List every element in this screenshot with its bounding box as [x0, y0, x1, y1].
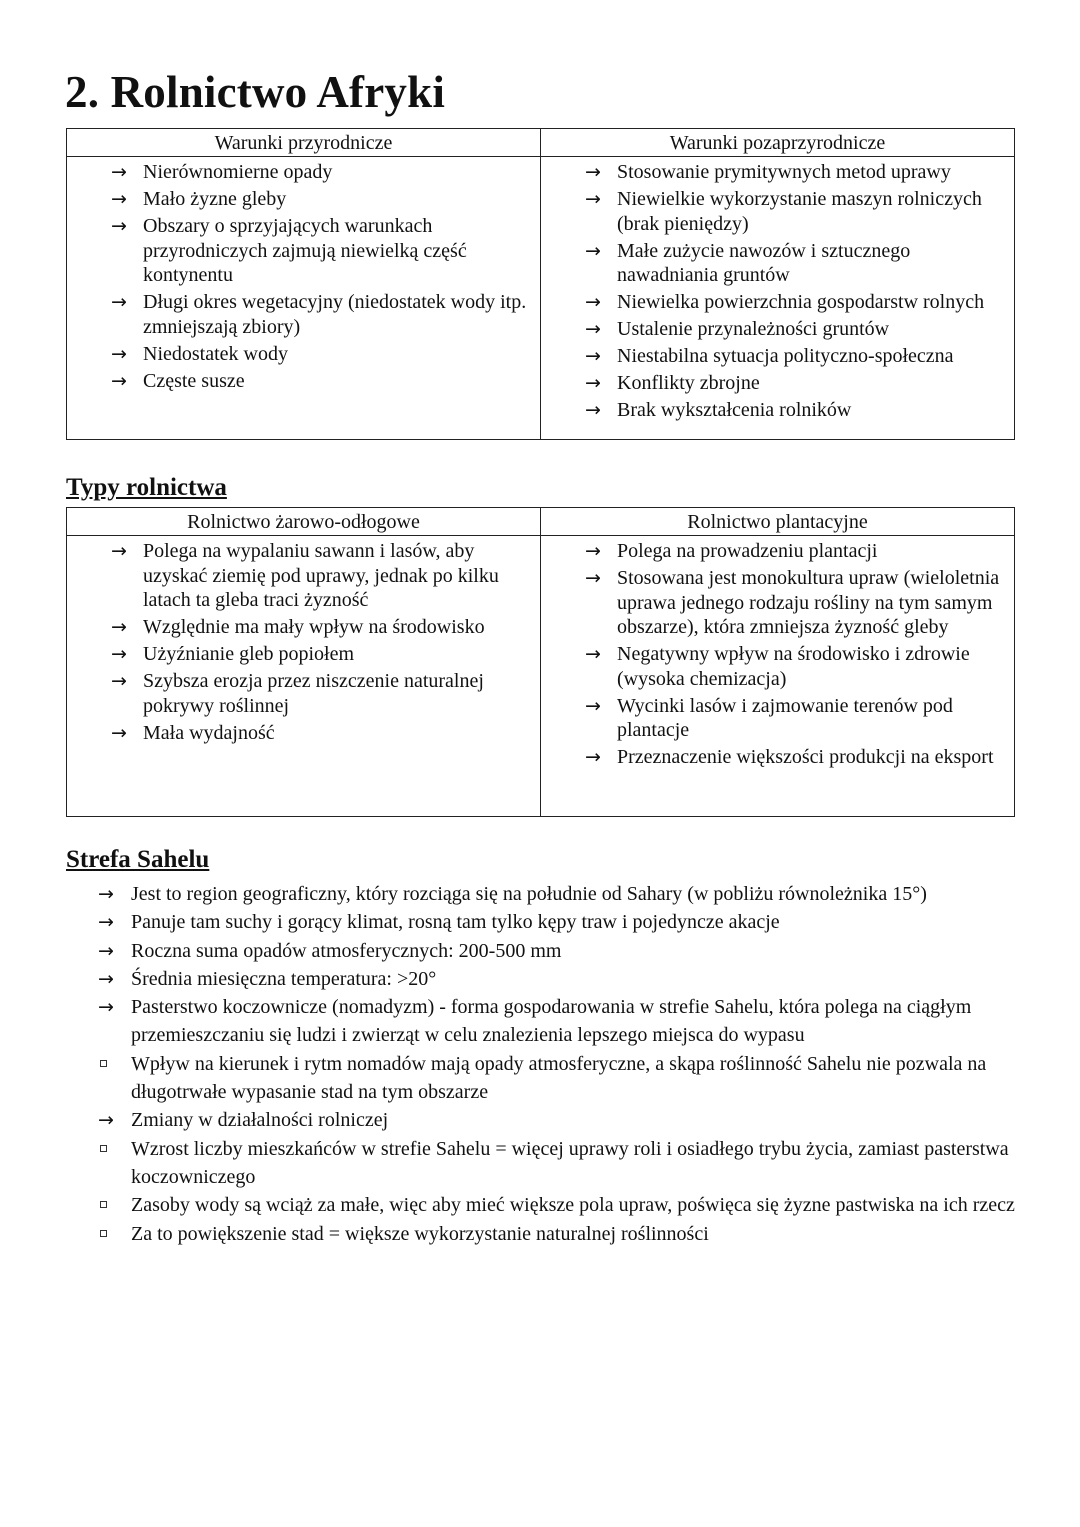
- list-item: [111, 642, 534, 667]
- conditions-table-body-row: [67, 157, 1015, 440]
- square-bullet-icon: [100, 1060, 107, 1067]
- arrow-icon: →: [98, 883, 114, 905]
- list-item: [98, 1135, 1073, 1192]
- conditions-header-natural: Warunki przyrodnicze: [67, 129, 541, 157]
- list-item: [585, 317, 1008, 342]
- list-item: [98, 1050, 1073, 1107]
- arrow-icon: →: [111, 214, 127, 237]
- arrow-icon: →: [585, 643, 601, 666]
- list-item: [585, 566, 1008, 640]
- arrow-icon: →: [585, 694, 601, 717]
- arrow-icon: →: [111, 161, 127, 183]
- list-item: [98, 937, 1073, 965]
- arrow-icon: →: [111, 643, 127, 666]
- natural-conditions-cell: [67, 157, 541, 440]
- plantation-header: Rolnictwo plantacyjne: [541, 508, 1015, 536]
- list-item-text: Pasterstwo koczownicze (nomadyzm) - forma gospodarowania w strefie Sahelu, która polega na ciągłym przemieszczaniu się ludzi i zwierząt w celu znalezienia lepszego miejsca do wypasu: [131, 996, 972, 1047]
- list-item-text: Mała wydajność: [143, 721, 275, 744]
- slash-and-burn-header: Rolnictwo żarowo-odłogowe: [67, 508, 541, 536]
- list-item-text: Zmiany w działalności rolniczej: [131, 1109, 389, 1132]
- list-item: [98, 965, 1073, 993]
- list-item-text: Małe zużycie nawozów i sztucznego nawadniania gruntów: [617, 239, 911, 287]
- types-section-title: Typy rolnictwa: [66, 474, 227, 501]
- list-item-text: Przeznaczenie większości produkcji na eksport: [617, 746, 994, 769]
- conditions-table: [66, 128, 1015, 440]
- list-item-text: Wzrost liczby mieszkańców w strefie Sahelu = więcej uprawy roli i osiadłego trybu życia, zamiast pasterstwa koczowniczego: [131, 1137, 1009, 1188]
- list-item: [98, 880, 1073, 908]
- list-item: [585, 745, 1008, 770]
- list-item: [585, 187, 1008, 236]
- list-item: [585, 694, 1008, 743]
- list-item: [111, 342, 534, 367]
- list-item: [111, 539, 534, 613]
- list-item-text: Wycinki lasów i zajmowanie terenów pod plantacje: [617, 694, 953, 742]
- arrow-icon: →: [98, 996, 114, 1019]
- arrow-icon: →: [585, 399, 601, 422]
- plantation-list: [585, 539, 1008, 770]
- arrow-icon: →: [98, 939, 114, 962]
- list-item-text: Długi okres wegetacyjny (niedostatek wody itp. zmniejszają zbiory): [143, 291, 527, 338]
- list-item: [585, 642, 1008, 691]
- list-item-text: Jest to region geograficzny, który rozciąga się na południe od Sahary (w pobliżu równoleżnika 15°): [131, 883, 927, 905]
- arrow-icon: →: [585, 239, 601, 262]
- arrow-icon: →: [585, 291, 601, 314]
- list-item-text: Brak wykształcenia rolników: [617, 399, 852, 422]
- square-bullet-icon: [100, 1145, 107, 1152]
- conditions-table-header-row: [67, 129, 1015, 157]
- arrow-icon: →: [585, 345, 601, 368]
- list-item: [98, 1191, 1073, 1219]
- list-item: [585, 539, 1008, 564]
- arrow-icon: →: [585, 540, 601, 562]
- types-table-header-row: [67, 508, 1015, 536]
- list-item-text: Niedostatek wody: [143, 342, 288, 365]
- list-item: [585, 398, 1008, 423]
- non-natural-conditions-cell: [541, 157, 1015, 440]
- list-item: [111, 721, 534, 746]
- list-item: [98, 1220, 1073, 1248]
- list-item: [585, 344, 1008, 369]
- list-item-text: Konflikty zbrojne: [617, 372, 760, 395]
- list-item: [98, 1106, 1073, 1134]
- list-item-text: Średnia miesięczna temperatura: >20°: [131, 967, 437, 990]
- list-item-text: Polega na wypalaniu sawann i lasów, aby uzyskać ziemię pod uprawy, jednak po kilku latach ta gleba traci żyzność: [143, 540, 499, 612]
- list-item: [98, 993, 1073, 1050]
- list-item: [111, 369, 534, 394]
- list-item-text: Stosowanie prymitywnych metod uprawy: [617, 161, 951, 183]
- square-bullet-icon: [100, 1201, 107, 1208]
- list-item-text: Obszary o sprzyjających warunkach przyrodniczych zajmują niewielką część kontynentu: [143, 214, 467, 287]
- arrow-icon: →: [98, 967, 114, 990]
- list-item-text: Niestabilna sytuacja polityczno-społeczna: [617, 345, 954, 368]
- natural-conditions-list: [111, 160, 534, 393]
- arrow-icon: →: [585, 372, 601, 395]
- arrow-icon: →: [98, 911, 114, 934]
- sahel-list: [98, 880, 1073, 1248]
- list-item: [111, 160, 534, 185]
- plantation-cell: [541, 536, 1015, 817]
- arrow-icon: →: [98, 1109, 114, 1132]
- arrow-icon: →: [585, 318, 601, 341]
- square-bullet-icon: [100, 1230, 107, 1237]
- list-item-text: Zasoby wody są wciąż za małe, więc aby mieć większe pola upraw, poświęca się żyzne pastwiska na ich rzecz: [131, 1194, 1015, 1217]
- list-item: [585, 371, 1008, 396]
- list-item: [98, 908, 1073, 936]
- list-item: [585, 290, 1008, 315]
- list-item-text: Ustalenie przynależności gruntów: [617, 318, 890, 341]
- conditions-header-non-natural: Warunki pozaprzyrodnicze: [541, 129, 1015, 157]
- list-item: [111, 290, 534, 339]
- list-item-text: Wpływ na kierunek i rytm nomadów mają opady atmosferyczne, a skąpa roślinność Sahelu nie pozwala na długotrwałe wypasanie stad na tym obszarze: [131, 1052, 987, 1104]
- list-item-text: Częste susze: [143, 369, 245, 392]
- sahel-section-title: Strefa Sahelu: [66, 846, 210, 873]
- list-item-text: Za to powiększenie stad = większe wykorzystanie naturalnej roślinności: [131, 1222, 709, 1245]
- arrow-icon: →: [111, 616, 127, 639]
- list-item-text: Panuje tam suchy i gorący klimat, rosną tam tylko kępy traw i pojedyncze akacje: [131, 911, 780, 934]
- list-item-text: Mało żyzne gleby: [143, 187, 287, 210]
- list-item-text: Roczna suma opadów atmosferycznych: 200-500 mm: [131, 939, 562, 962]
- list-item-text: Stosowana jest monokultura upraw (wieloletnia uprawa jednego rodzaju rośliny na tym samym obszarze), która zmniejsza żyzność gleby: [617, 566, 1000, 639]
- agriculture-types-table: [66, 507, 1015, 817]
- slash-and-burn-list: [111, 539, 534, 745]
- list-item-text: Niewielkie wykorzystanie maszyn rolniczych (brak pieniędzy): [617, 187, 982, 235]
- types-table-body-row: [67, 536, 1015, 817]
- list-item-text: Użyźnianie gleb popiołem: [143, 643, 355, 666]
- arrow-icon: →: [585, 746, 601, 769]
- list-item-text: Negatywny wpływ na środowisko i zdrowie (wysoka chemizacja): [617, 643, 970, 690]
- arrow-icon: →: [585, 187, 601, 210]
- arrow-icon: →: [111, 187, 127, 210]
- list-item-text: Niewielka powierzchnia gospodarstw rolnych: [617, 291, 985, 314]
- list-item: [111, 187, 534, 212]
- arrow-icon: →: [585, 566, 601, 589]
- list-item: [585, 239, 1008, 288]
- page-title: 2. Rolnictwo Afryki: [65, 67, 446, 117]
- list-item-text: Nierównomierne opady: [143, 161, 333, 183]
- arrow-icon: →: [111, 721, 127, 744]
- arrow-icon: →: [111, 540, 127, 562]
- list-item-text: Względnie ma mały wpływ na środowisko: [143, 616, 485, 639]
- slash-and-burn-cell: [67, 536, 541, 817]
- arrow-icon: →: [111, 369, 127, 392]
- list-item: [585, 160, 1008, 185]
- list-item: [111, 669, 534, 718]
- non-natural-conditions-list: [585, 160, 1008, 423]
- arrow-icon: →: [585, 161, 601, 183]
- list-item: [111, 615, 534, 640]
- arrow-icon: →: [111, 342, 127, 365]
- list-item-text: Polega na prowadzeniu plantacji: [617, 540, 878, 562]
- list-item: [111, 214, 534, 288]
- arrow-icon: →: [111, 670, 127, 693]
- list-item-text: Szybsza erozja przez niszczenie naturalnej pokrywy roślinnej: [143, 670, 484, 717]
- arrow-icon: →: [111, 291, 127, 314]
